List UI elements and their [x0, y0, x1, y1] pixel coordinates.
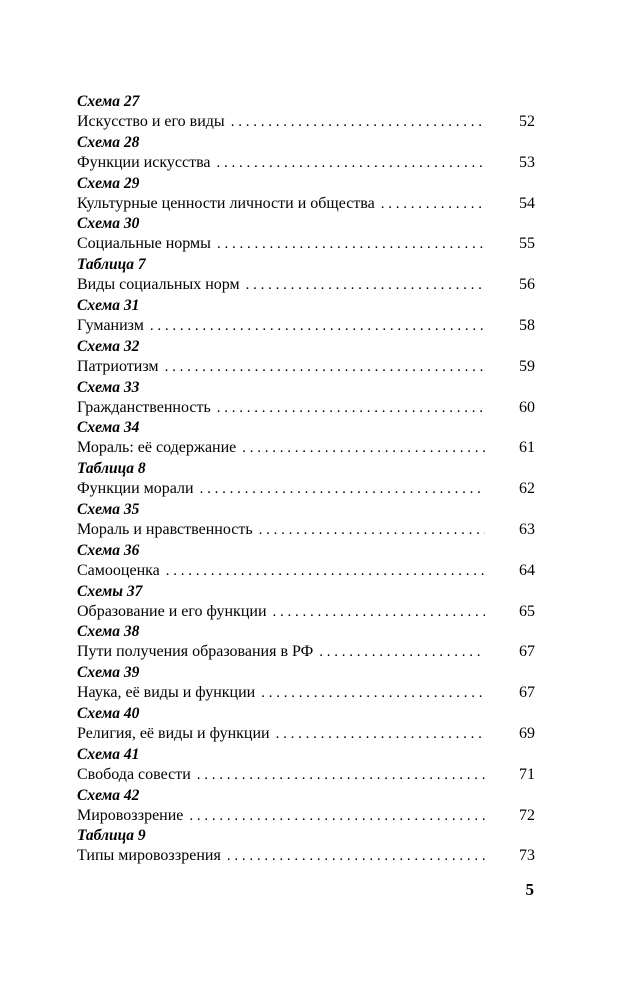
toc-entry — [77, 174, 535, 215]
toc-entry-row — [77, 111, 535, 132]
toc-entry-page-number: 64 — [519, 561, 535, 579]
dot-leader — [227, 846, 485, 867]
toc-entry-label: Схема 38 — [77, 623, 140, 641]
toc-entry-title: Мораль: её содержание — [77, 439, 237, 457]
toc-entry — [77, 500, 535, 541]
toc-entry-page-number: 53 — [519, 153, 535, 171]
toc-entry-title: Патриотизм — [77, 357, 159, 375]
toc-entry-title: Наука, её виды и функции — [77, 684, 256, 702]
toc-entry-page-number: 71 — [519, 765, 535, 783]
table-of-contents — [77, 92, 535, 867]
toc-entry-page-number: 73 — [519, 847, 535, 865]
toc-entry — [77, 745, 535, 786]
toc-entry-row — [77, 193, 535, 214]
toc-entry-label: Схема 29 — [77, 174, 140, 192]
dot-leader — [273, 602, 485, 623]
dot-leader — [242, 438, 485, 459]
toc-entry-title: Социальные нормы — [77, 235, 211, 253]
toc-entry-page-number: 59 — [519, 357, 535, 375]
toc-entry — [77, 92, 535, 133]
toc-entry-page-number: 67 — [519, 684, 535, 702]
toc-entry — [77, 582, 535, 623]
toc-entry-label: Таблица 8 — [77, 460, 146, 478]
toc-entry-page-number: 61 — [519, 439, 535, 457]
dot-leader — [276, 724, 485, 745]
toc-entry-label: Таблица 9 — [77, 827, 146, 845]
dot-leader — [197, 765, 485, 786]
toc-entry-row — [77, 437, 535, 458]
toc-entry-row — [77, 560, 535, 581]
toc-entry-row — [77, 274, 535, 295]
toc-entry — [77, 541, 535, 582]
toc-entry-row — [77, 233, 535, 254]
toc-entry-label: Схема 40 — [77, 704, 140, 722]
toc-entry-label: Схема 35 — [77, 500, 140, 518]
toc-entry — [77, 214, 535, 255]
toc-entry-row — [77, 397, 535, 418]
toc-entry-row — [77, 356, 535, 377]
toc-entry — [77, 255, 535, 296]
toc-entry-title: Функции морали — [77, 480, 194, 498]
toc-entry — [77, 296, 535, 337]
toc-entry-title: Гражданственность — [77, 398, 211, 416]
toc-entry-label: Схема 30 — [77, 215, 140, 233]
toc-entry-label: Схема 28 — [77, 133, 140, 151]
toc-entry-label: Схема 31 — [77, 296, 140, 314]
toc-entry-label: Схема 36 — [77, 541, 140, 559]
toc-entry-page-number: 67 — [519, 643, 535, 661]
toc-entry-row — [77, 152, 535, 173]
toc-entry-title: Свобода совести — [77, 765, 191, 783]
dot-leader — [150, 316, 485, 337]
toc-entry — [77, 133, 535, 174]
toc-entry-title: Культурные ценности личности и общества — [77, 194, 375, 212]
toc-entry-page-number: 55 — [519, 235, 535, 253]
toc-entry-page-number: 69 — [519, 724, 535, 742]
toc-entry-title: Типы мировоззрения — [77, 847, 221, 865]
dot-leader — [200, 479, 485, 500]
toc-entry-row — [77, 478, 535, 499]
toc-entry-label: Схемы 37 — [77, 582, 143, 600]
toc-entry-page-number: 56 — [519, 276, 535, 294]
page-number: 5 — [525, 880, 534, 899]
dot-leader — [261, 683, 485, 704]
dot-leader — [165, 357, 485, 378]
toc-entry-row — [77, 641, 535, 662]
toc-entry-page-number: 52 — [519, 113, 535, 130]
toc-entry-row — [77, 519, 535, 540]
dot-leader — [217, 398, 485, 419]
dot-leader — [189, 806, 485, 827]
toc-entry-label: Схема 27 — [77, 93, 140, 110]
toc-entry-row — [77, 723, 535, 744]
toc-entry-row — [77, 805, 535, 826]
dot-leader — [381, 194, 485, 215]
toc-entry-row — [77, 682, 535, 703]
toc-entry-title: Образование и его функции — [77, 602, 267, 620]
toc-entry-title: Мораль и нравственность — [77, 520, 253, 538]
toc-entry-title: Искусство и его виды — [77, 113, 225, 130]
toc-entry-page-number: 54 — [519, 194, 535, 212]
toc-entry-page-number: 65 — [519, 602, 535, 620]
toc-entry-title: Самооценка — [77, 561, 160, 579]
toc-entry-row — [77, 601, 535, 622]
toc-entry — [77, 337, 535, 378]
dot-leader — [217, 234, 485, 255]
toc-entry-row — [77, 315, 535, 336]
toc-entry-label: Схема 41 — [77, 745, 140, 763]
toc-entry-title: Виды социальных норм — [77, 276, 240, 294]
dot-leader — [166, 561, 485, 582]
toc-entry-label: Таблица 7 — [77, 256, 146, 274]
toc-entry-row — [77, 845, 535, 866]
toc-entry-label: Схема 34 — [77, 419, 140, 437]
toc-entry-page-number: 60 — [519, 398, 535, 416]
toc-entry-title: Пути получения образования в РФ — [77, 643, 314, 661]
toc-entry-title: Гуманизм — [77, 316, 144, 334]
dot-leader — [231, 112, 485, 133]
toc-entry-row — [77, 764, 535, 785]
toc-entry-title: Религия, её виды и функции — [77, 724, 270, 742]
toc-entry — [77, 786, 535, 827]
toc-entry-title: Функции искусства — [77, 153, 211, 171]
toc-entry-title: Мировоззрение — [77, 806, 184, 824]
toc-entry-label: Схема 39 — [77, 664, 140, 682]
toc-entry — [77, 704, 535, 745]
toc-entry — [77, 663, 535, 704]
toc-entry-page-number: 63 — [519, 520, 535, 538]
toc-entry — [77, 378, 535, 419]
dot-leader — [217, 153, 485, 174]
dot-leader — [259, 520, 485, 541]
toc-entry — [77, 418, 535, 459]
toc-entry — [77, 459, 535, 500]
dot-leader — [246, 275, 485, 296]
toc-entry — [77, 826, 535, 867]
toc-entry-label: Схема 42 — [77, 786, 140, 804]
toc-entry-label: Схема 32 — [77, 337, 140, 355]
toc-entry-label: Схема 33 — [77, 378, 140, 396]
toc-entry-page-number: 72 — [519, 806, 535, 824]
toc-entry-page-number: 62 — [519, 480, 535, 498]
toc-entry-page-number: 58 — [519, 316, 535, 334]
toc-entry — [77, 622, 535, 663]
dot-leader — [319, 642, 485, 663]
